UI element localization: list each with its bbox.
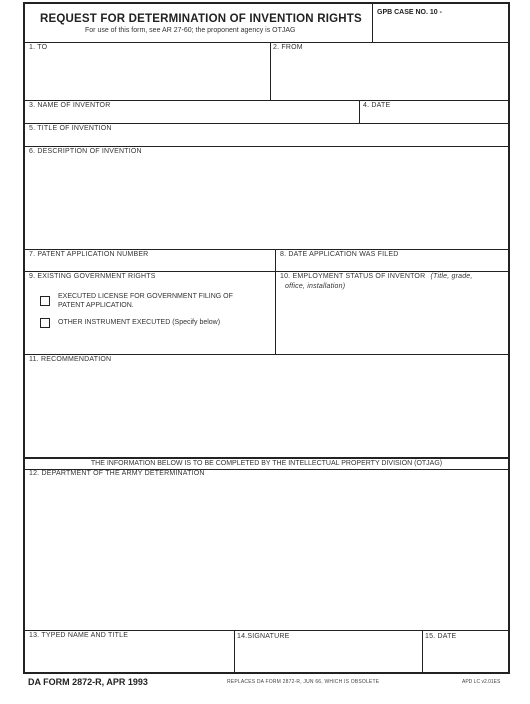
- form-frame: [23, 2, 510, 674]
- description-label: 6. DESCRIPTION OF INVENTION: [29, 148, 142, 155]
- employment-status-title: 10. EMPLOYMENT STATUS OF INVENTOR: [280, 273, 426, 280]
- divider: [25, 271, 508, 272]
- to-field[interactable]: [27, 52, 267, 98]
- divider: [422, 630, 423, 674]
- replaces-note: REPLACES DA FORM 2872-R, JUN 66, WHICH IS OBSOLETE: [227, 679, 380, 685]
- gov-rights-label: 9. EXISTING GOVERNMENT RIGHTS: [29, 273, 156, 280]
- otjag-banner: THE INFORMATION BELOW IS TO BE COMPLETED BY THE INTELLECTUAL PROPERTY DIVISION (OTJAG): [90, 460, 443, 467]
- divider: [25, 630, 508, 631]
- executed-license-label-1: EXECUTED LICENSE FOR GOVERNMENT FILING OF: [58, 293, 233, 300]
- divider: [359, 100, 360, 123]
- divider: [270, 42, 271, 100]
- divider: [25, 249, 508, 250]
- inventor-name-field[interactable]: [27, 110, 357, 122]
- from-label: 2. FROM: [273, 44, 303, 51]
- other-instrument-checkbox[interactable]: [40, 318, 50, 328]
- employment-status-hint-1: (Title, grade,: [430, 273, 473, 280]
- army-determination-label: 12. DEPARTMENT OF THE ARMY DETERMINATION: [29, 470, 205, 477]
- divider: [25, 354, 508, 355]
- recommendation-field[interactable]: [27, 364, 506, 452]
- date-15-field[interactable]: [424, 641, 506, 671]
- divider: [25, 42, 508, 43]
- signature-label: 14.SIGNATURE: [237, 633, 290, 640]
- form-subtitle: For use of this form, see AR 27-60; the proponent agency is OTJAG: [85, 27, 296, 34]
- army-determination-field[interactable]: [27, 479, 506, 627]
- form-id: DA FORM 2872-R, APR 1993: [28, 677, 148, 687]
- divider: [25, 146, 508, 147]
- case-number-label: GPB CASE NO. 10 -: [377, 9, 442, 16]
- typed-name-field[interactable]: [27, 641, 232, 671]
- patent-app-number-field[interactable]: [27, 259, 272, 269]
- to-label: 1. TO: [29, 44, 48, 51]
- description-field[interactable]: [27, 156, 506, 248]
- divider: [25, 123, 508, 124]
- employment-status-field[interactable]: [277, 293, 506, 351]
- date-filed-field[interactable]: [277, 259, 506, 269]
- apd-version: APD LC v2.01ES: [462, 679, 501, 685]
- divider: [25, 100, 508, 101]
- section-divider: [25, 457, 508, 459]
- from-field[interactable]: [272, 52, 506, 98]
- patent-app-number-label: 7. PATENT APPLICATION NUMBER: [29, 251, 149, 258]
- inventor-name-label: 3. NAME OF INVENTOR: [29, 102, 111, 109]
- executed-license-checkbox[interactable]: [40, 296, 50, 306]
- date-15-label: 15. DATE: [425, 633, 457, 640]
- invention-title-label: 5. TITLE OF INVENTION: [29, 125, 112, 132]
- date-filed-label: 8. DATE APPLICATION WAS FILED: [280, 251, 399, 258]
- recommendation-label: 11. RECOMMENDATION: [29, 356, 112, 363]
- invention-title-field[interactable]: [27, 133, 506, 145]
- employment-status-label: [280, 273, 473, 280]
- divider: [275, 249, 276, 354]
- date-label: 4. DATE: [363, 102, 391, 109]
- case-number-field[interactable]: [373, 18, 508, 42]
- executed-license-label-2: PATENT APPLICATION.: [58, 302, 134, 309]
- employment-status-hint-2: office, installation): [285, 283, 346, 290]
- divider: [234, 630, 235, 674]
- form-title: REQUEST FOR DETERMINATION OF INVENTION RIGHTS: [40, 13, 362, 25]
- other-instrument-label: OTHER INSTRUMENT EXECUTED (Specify below): [58, 319, 221, 326]
- date-field[interactable]: [361, 110, 506, 122]
- typed-name-label: 13. TYPED NAME AND TITLE: [29, 632, 129, 639]
- signature-field[interactable]: [236, 641, 420, 671]
